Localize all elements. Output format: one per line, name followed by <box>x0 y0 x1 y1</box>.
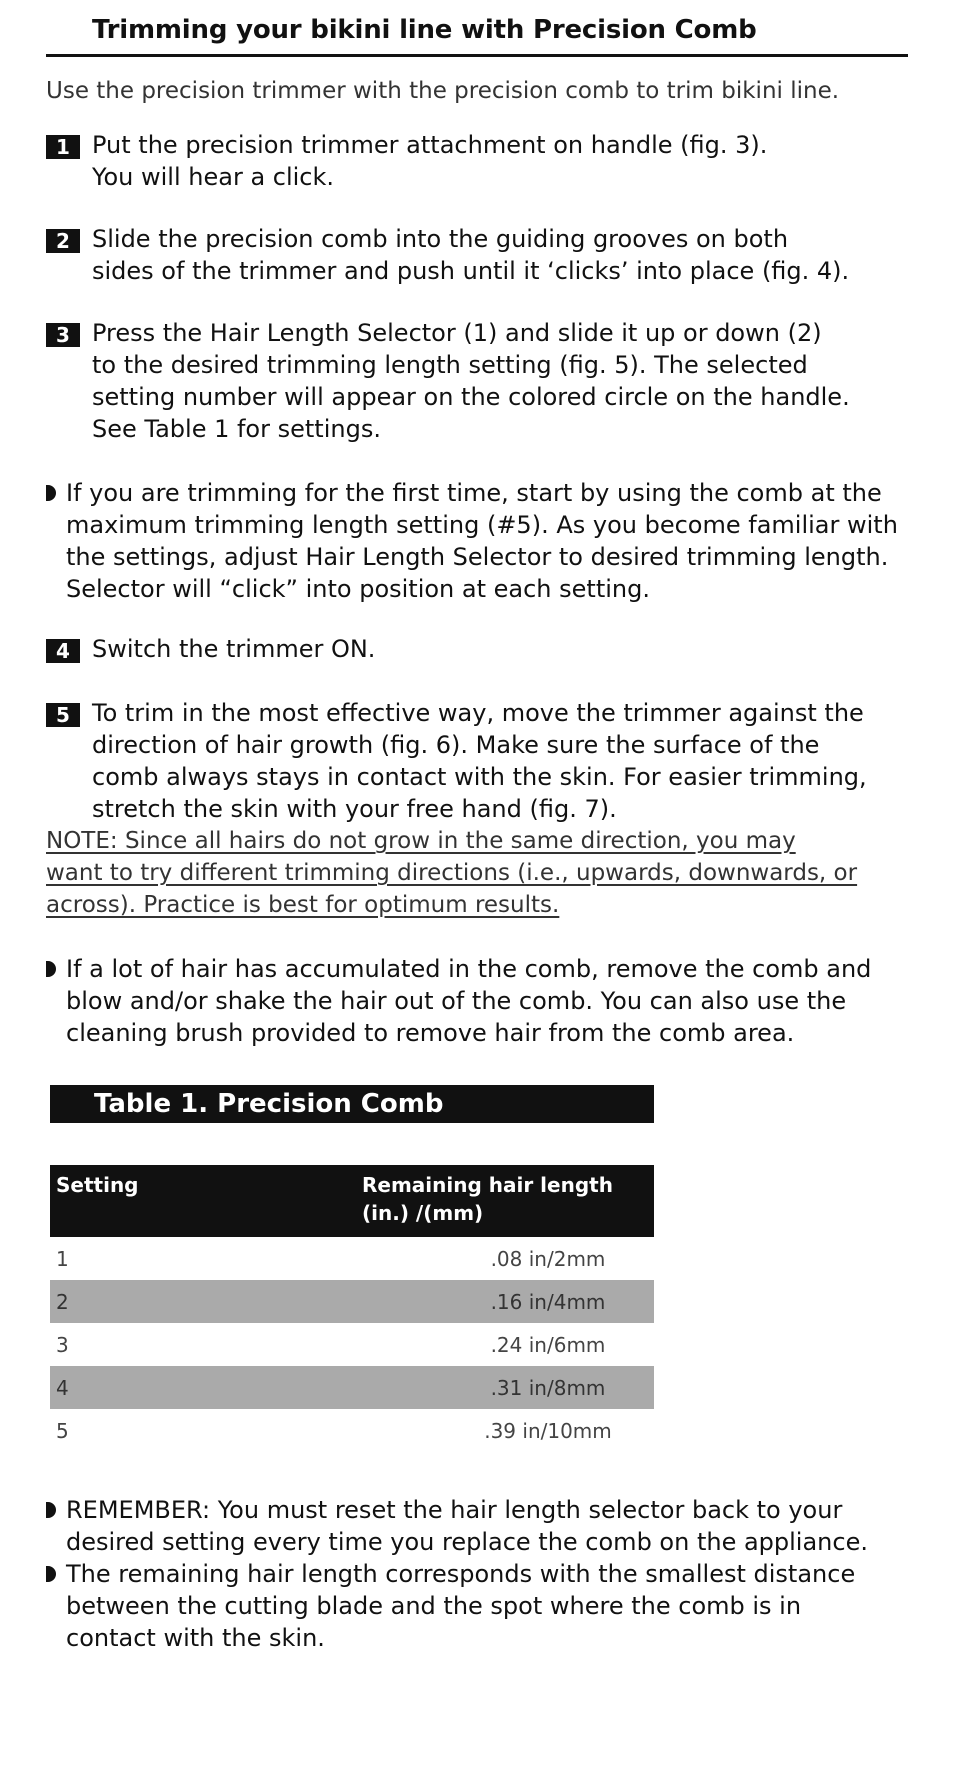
header-setting: Setting <box>50 1165 362 1237</box>
table-row <box>50 1366 654 1409</box>
table-row <box>50 1409 654 1452</box>
step-line: sides of the trimmer and push until it ‘clicks’ into place (fig. 4). <box>92 257 850 285</box>
manual-page <box>46 8 908 1654</box>
cell-length: .16 in/4mm <box>362 1280 654 1323</box>
step-line: Slide the precision comb into the guiding grooves on both <box>92 225 789 253</box>
cell-setting: 5 <box>56 1418 69 1443</box>
cell-length: .08 in/2mm <box>490 1246 606 1271</box>
table-title: Table 1. Precision Comb <box>50 1085 654 1123</box>
bullet-icon <box>46 485 56 501</box>
bullet-icon <box>46 1566 56 1582</box>
step-1 <box>46 129 908 193</box>
tip-first-time <box>46 477 908 605</box>
table-header-row <box>50 1165 654 1237</box>
tip-line: If you are trimming for the first time, start by using the comb at the <box>66 479 882 507</box>
step-line: Put the precision trimmer attachment on handle (fig. 3). <box>92 131 768 159</box>
note-line: NOTE: Since all hairs do not grow in the same direction, you may <box>46 828 796 854</box>
cell-setting: 3 <box>56 1332 69 1357</box>
tip-remaining-length <box>46 1558 908 1654</box>
step-number-badge: 3 <box>46 323 80 347</box>
step-number-badge: 2 <box>46 229 80 253</box>
step-line: direction of hair growth (fig. 6). Make sure the surface of the <box>92 731 820 759</box>
step-3 <box>46 317 908 445</box>
bullet-icon <box>46 961 56 977</box>
tip-line: desired setting every time you replace the comb on the appliance. <box>66 1528 868 1556</box>
cell-setting: 1 <box>56 1246 69 1271</box>
step-line: Press the Hair Length Selector (1) and slide it up or down (2) <box>92 319 822 347</box>
step-5 <box>46 697 908 825</box>
tip-line: blow and/or shake the hair out of the comb. You can also use the <box>66 987 847 1015</box>
tip-line: If a lot of hair has accumulated in the comb, remove the comb and <box>66 955 872 983</box>
bullet-icon <box>46 1502 56 1518</box>
note-line: across). Practice is best for optimum results. <box>46 892 560 918</box>
tip-line: contact with the skin. <box>66 1624 325 1652</box>
cell-length: .39 in/10mm <box>484 1418 612 1443</box>
settings-table <box>50 1165 654 1452</box>
step-line: comb always stays in contact with the skin. For easier trimming, <box>92 763 867 791</box>
tip-accumulated-hair <box>46 953 908 1049</box>
table-row <box>50 1280 654 1323</box>
tip-line: the settings, adjust Hair Length Selector to desired trimming length. <box>66 543 889 571</box>
step-line: to the desired trimming length setting (fig. 5). The selected <box>92 351 808 379</box>
note-line: want to try different trimming directions (i.e., upwards, downwards, or <box>46 860 858 886</box>
tip-line: maximum trimming length setting (#5). As you become familiar with <box>66 511 898 539</box>
step-number-badge: 5 <box>46 703 80 727</box>
header-line: (in.) /(mm) <box>362 1201 484 1225</box>
cell-setting: 2 <box>50 1280 362 1323</box>
cell-setting: 4 <box>50 1366 362 1409</box>
tip-line: The remaining hair length corresponds with the smallest distance <box>66 1560 856 1588</box>
step-line: To trim in the most effective way, move the trimmer against the <box>92 699 864 727</box>
step-line: setting number will appear on the colored circle on the handle. <box>92 383 850 411</box>
tip-line: cleaning brush provided to remove hair from the comb area. <box>66 1019 795 1047</box>
header-remaining-length <box>362 1165 654 1237</box>
step-line: You will hear a click. <box>92 163 335 191</box>
tip-line: REMEMBER: You must reset the hair length selector back to your <box>66 1496 843 1524</box>
cell-length: .24 in/6mm <box>490 1332 606 1357</box>
table-row <box>50 1237 654 1280</box>
table-row <box>50 1323 654 1366</box>
step-4 <box>46 633 908 665</box>
step-line: Switch the trimmer ON. <box>92 635 376 663</box>
step-line: See Table 1 for settings. <box>92 415 381 443</box>
step-number-badge: 1 <box>46 135 80 159</box>
tip-line: between the cutting blade and the spot where the comb is in <box>66 1592 802 1620</box>
tip-remember <box>46 1494 908 1558</box>
intro-text: Use the precision trimmer with the precision comb to trim bikini line. <box>46 78 840 104</box>
step-line: stretch the skin with your free hand (fig. 7). <box>92 795 617 823</box>
cell-length: .31 in/8mm <box>362 1366 654 1409</box>
section-heading: Trimming your bikini line with Precision Comb <box>46 8 908 57</box>
step-2 <box>46 223 908 287</box>
step-number-badge: 4 <box>46 639 80 663</box>
note-text <box>46 825 908 921</box>
header-line: Remaining hair length <box>362 1173 613 1197</box>
tip-line: Selector will “click” into position at each setting. <box>66 575 650 603</box>
